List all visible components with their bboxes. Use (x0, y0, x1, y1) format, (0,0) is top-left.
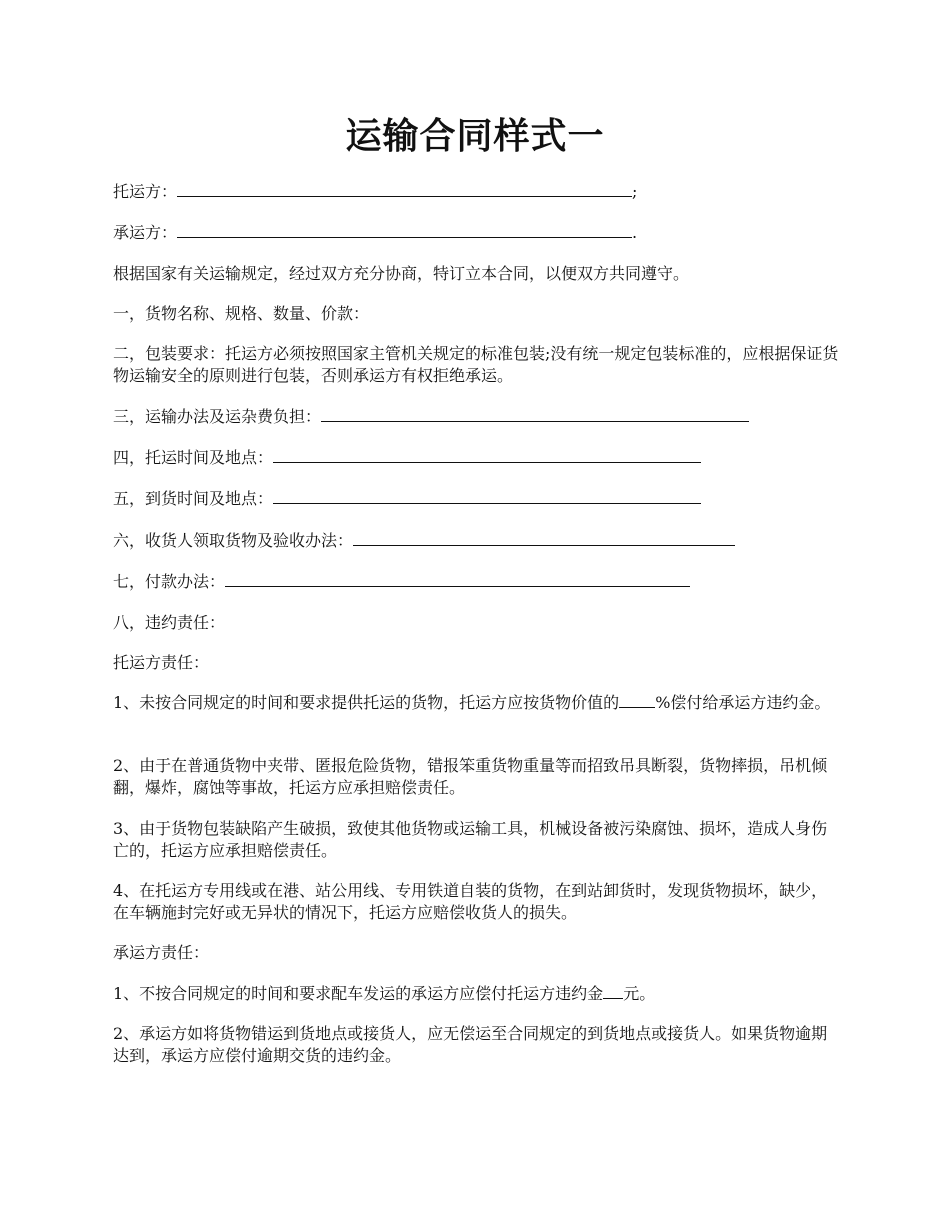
carrier-clause-1 (113, 983, 843, 1005)
section-3-label: 三，运输办法及运杂费负担： (113, 407, 322, 426)
shipper-line (113, 181, 843, 203)
shipper-clause-3: 3、由于货物包装缺陷产生破损，致使其他货物或运输工具，机械设备被污染腐蚀、损坏，造成人身伤亡的，托运方应承担赔偿责任。 (113, 819, 828, 860)
section-2-packaging: 二，包装要求：托运方必须按照国家主管机关规定的标准包装;没有统一规定包装标准的，应根据保证货物运输安全的原则进行包装，否则承运方有权拒绝承运。 (113, 344, 839, 385)
section-7-blank[interactable] (225, 572, 690, 587)
shipper-clause-2: 2、由于在普通货物中夹带、匿报危险货物，错报笨重货物重量等而招致吊具断裂，货物摔损，吊机倾翻，爆炸，腐蚀等事故，托运方应承担赔偿责任。 (113, 756, 828, 797)
shipper-clause-1-text-end: %偿付给承运方违约金。 (655, 693, 831, 712)
section-3-transport (113, 406, 843, 428)
carrier-clause-1-text-end: 元。 (623, 984, 656, 1003)
carrier-clause-1-text: 1、不按合同规定的时间和要求配车发运的承运方应偿付托运方违约金 (113, 984, 604, 1003)
shipper-responsibility-heading: 托运方责任： (113, 653, 210, 672)
shipper-end: ; (632, 182, 638, 201)
section-3-blank[interactable] (321, 407, 749, 422)
shipper-clause-1-text: 1、未按合同规定的时间和要求提供托运的货物，托运方应按货物价值的 (113, 693, 620, 712)
section-5-arrival (113, 488, 843, 510)
carrier-label: 承运方： (113, 223, 178, 242)
section-4-label: 四，托运时间及地点： (113, 448, 274, 467)
section-7-label: 七，付款办法： (113, 572, 226, 591)
carrier-clause-2: 2、承运方如将货物错运到货地点或接货人，应无偿运至合同规定的到货地点或接货人。如果货物逾期达到，承运方应偿付逾期交货的违约金。 (113, 1024, 828, 1065)
percent-blank[interactable] (619, 693, 655, 708)
carrier-line (113, 222, 843, 244)
section-5-blank[interactable] (273, 489, 701, 504)
section-1-goods: 一，货物名称、规格、数量、价款： (113, 304, 370, 323)
shipper-blank[interactable] (177, 182, 632, 197)
shipper-clause-4: 4、在托运方专用线或在港、站公用线、专用铁道自装的货物，在到站卸货时，发现货物损坏，缺少，在车辆施封完好或无异状的情况下，托运方应赔偿收货人的损失。 (113, 881, 828, 922)
page-title: 运输合同样式一 (345, 115, 605, 157)
carrier-blank[interactable] (177, 223, 632, 238)
section-8-liability: 八，违约责任： (113, 613, 226, 632)
section-4-blank[interactable] (273, 448, 701, 463)
shipper-label: 托运方： (113, 182, 178, 201)
shipper-clause-1 (113, 692, 843, 714)
section-4-consign (113, 447, 843, 469)
section-6-label: 六，收货人领取货物及验收办法： (113, 531, 354, 550)
intro-paragraph: 根据国家有关运输规定，经过双方充分协商，特订立本合同，以便双方共同遵守。 (113, 264, 690, 283)
penalty-amount-blank[interactable] (603, 984, 623, 999)
carrier-end: . (632, 223, 638, 242)
section-6-receipt (113, 530, 843, 552)
carrier-responsibility-heading: 承运方责任： (113, 943, 210, 962)
section-7-payment (113, 571, 843, 593)
section-5-label: 五，到货时间及地点： (113, 489, 274, 508)
section-6-blank[interactable] (353, 531, 735, 546)
